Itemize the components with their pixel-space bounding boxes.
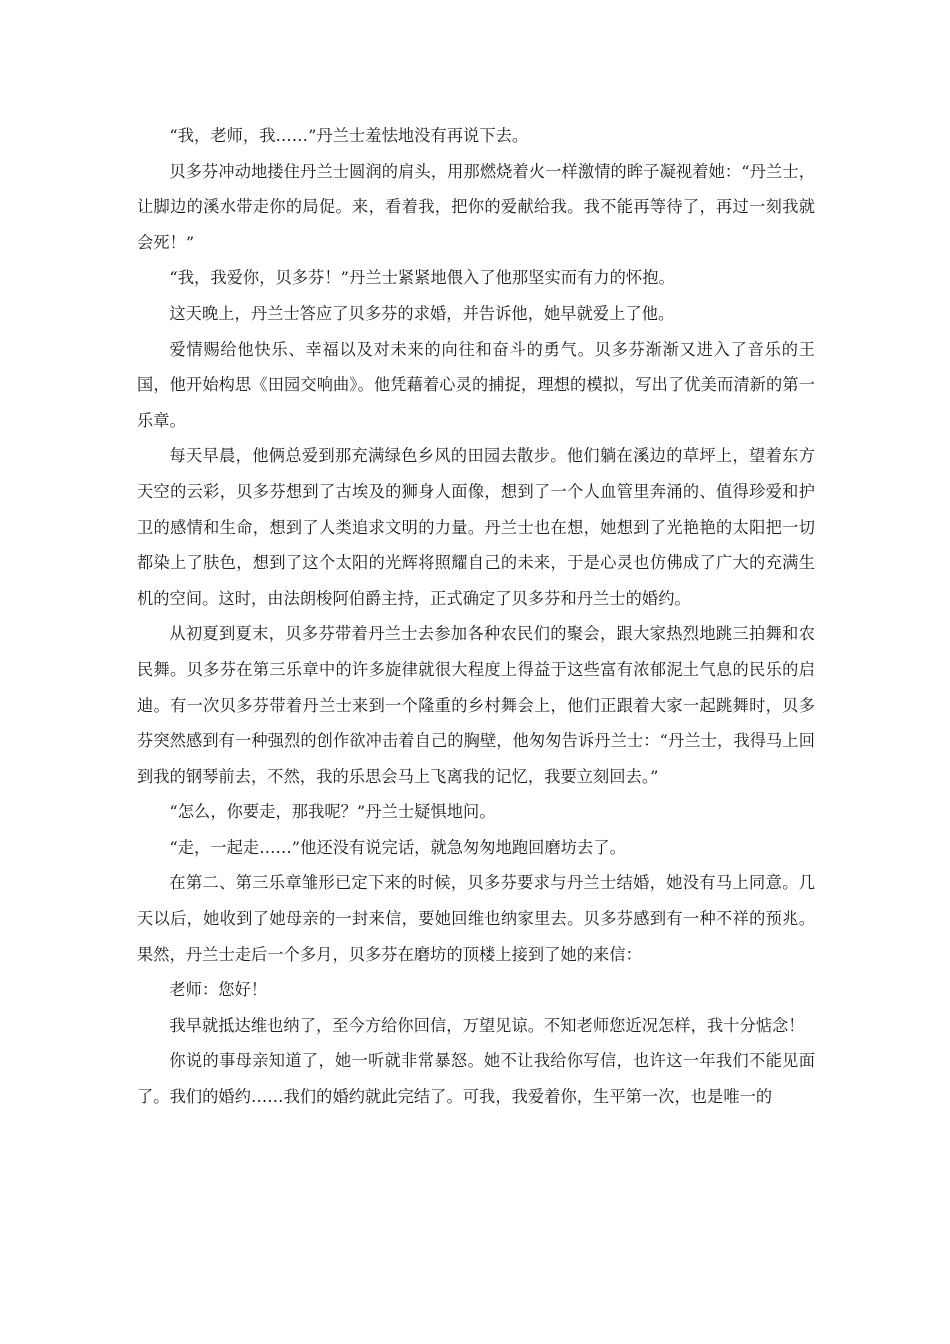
letter-paragraph-arrived: 我早就抵达维也纳了，至今方给你回信，万望见谅。不知老师您近况怎样，我十分惦念！: [169, 1015, 805, 1035]
letter-greeting: 老师：您好！: [169, 980, 268, 1000]
paragraph-proposal-accepted: 这天晚上，丹兰士答应了贝多芬的求婚，并告诉他，她早就爱上了他。: [169, 303, 675, 323]
paragraph-i-love-you: “我，我爱你，贝多芬！”丹兰士紧紧地偎入了他那坚实而有力的怀抱。: [169, 268, 675, 288]
paragraph-morning-walks: 每天早晨，他俩总爱到那充满绿色乡风的田园去散步。他们躺在溪边的草坪上，望着东方天空的云彩，贝多芬想到了古埃及的狮身人面像，想到了一个人血管里奔涌的、值得珍爱和护卫的感情和生命，想到了人类追求文明的力量。丹兰士也在想，她想到了光艳艳的太阳把一切都染上了肤色，想到了这个太阳的光辉将照耀自己的未来，于是心灵也仿佛成了广大的充满生机的空间。这时，由法朗梭阿伯爵主持，正式确定了贝多芬和丹兰士的婚约。: [137, 446, 815, 608]
paragraph-beethoven-embrace: 贝多芬冲动地搂住丹兰士圆润的肩头，用那燃烧着火一样激情的眸子凝视着她：“丹兰士，让脚边的溪水带走你的局促。来，看着我，把你的爱献给我。我不能再等待了，再过一刻我就会死！”: [137, 161, 815, 252]
paragraph-marriage-request: 在第二、第三乐章雏形已定下来的时候，贝多芬要求与丹兰士结婚，她没有马上同意。几天以后，她收到了她母亲的一封来信，要她回维也纳家里去。贝多芬感到有一种不祥的预兆。果然，丹兰士走后一个多月，贝多芬在磨坊的顶楼上接到了她的来信：: [137, 873, 815, 964]
paragraph-what-about-me: “怎么，你要走，那我呢？”丹兰士疑惧地问。: [169, 802, 496, 822]
paragraph-village-dances: 从初夏到夏末，贝多芬带着丹兰士去参加各种农民们的聚会，跟大家热烈地跳三拍舞和农民舞。贝多芬在第三乐章中的许多旋律就很大程度上得益于这些富有浓郁泥土气息的民乐的启迪。有一次贝多芬带着丹兰士来到一个隆重的乡村舞会上，他们正跟着大家一起跳舞时，贝多芬突然感到有一种强烈的创作欲冲击着自己的胸壁，他匆匆告诉丹兰士：“丹兰士，我得马上回到我的钢琴前去，不然，我的乐思会马上飞离我的记忆，我要立刻回去。”: [137, 624, 815, 786]
paragraph-shy-reply: “我，老师，我……”丹兰士羞怯地没有再说下去。: [169, 126, 529, 145]
letter-paragraph-engagement-ended: 你说的事母亲知道了，她一听就非常暴怒。她不让我给你写信，也许这一年我们不能见面了。我们的婚约……我们的婚约就此完结了。可我，我爱着你，生平第一次，也是唯一的: [137, 1051, 815, 1107]
paragraph-pastoral-symphony: 爱情赐给他快乐、幸福以及对未来的向往和奋斗的勇气。贝多芬渐渐又进入了音乐的王国，他开始构思《田园交响曲》。他凭藉着心灵的捕捉，理想的模拟，写出了优美而清新的第一乐章。: [137, 339, 815, 430]
document-page: [137, 118, 815, 1115]
paragraph-go-together: “走，一起走……”他还没有说完话，就急匆匆地跑回磨坊去了。: [169, 837, 626, 857]
